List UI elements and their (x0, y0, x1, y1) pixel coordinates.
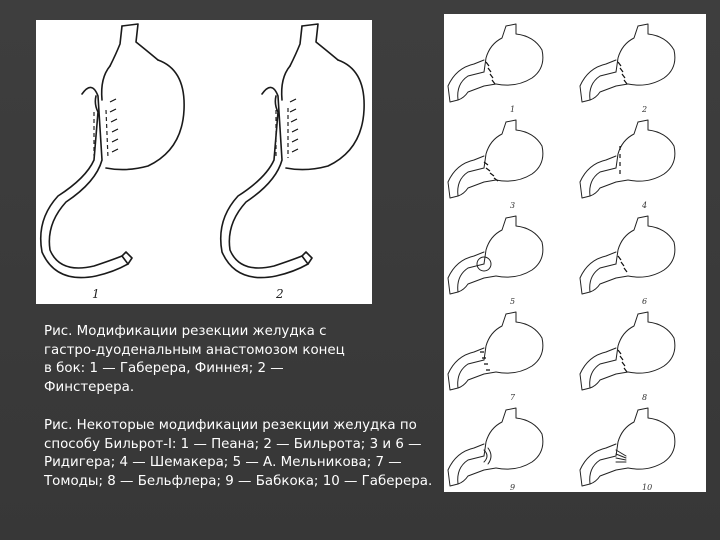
variant-4 (580, 120, 675, 210)
variant-5-label: 5 (510, 297, 516, 306)
caption-first: Рис. Модификации резекции желудка с гастро-дуоденальным анастомозом конец в бок: 1 — Габерера, Финнея; 2 — Финстерера. (44, 324, 345, 395)
variant-8-label: 8 (642, 393, 648, 402)
variant-9-label: 9 (510, 483, 516, 492)
drawing-1 (41, 24, 184, 301)
variant-2-label: 2 (642, 105, 648, 114)
variant-10 (580, 408, 675, 492)
variant-9 (448, 408, 543, 492)
left-figure-drawing (36, 20, 372, 304)
variant-8 (580, 312, 675, 402)
variant-4-label: 4 (642, 201, 648, 210)
drawing-1-label: 1 (92, 287, 100, 301)
variant-1-label: 1 (510, 105, 516, 114)
right-figure-drawing (444, 14, 706, 492)
caption-second: Рис. Некоторые модификации резекции желудка по способу Бильрот-I: 1 — Пеана; 2 — Бильрота; 3 и 6 — Ридигера; 4 — Шемакера; 5 — А. Мельникова; 7 — Томоды; 8 — Бельфлера; 9 — Бабкока; 10 — Габерера. (44, 418, 433, 489)
drawing-2 (221, 24, 364, 301)
variant-7 (448, 312, 543, 402)
variant-3-label: 3 (510, 201, 516, 210)
variant-6-label: 6 (642, 297, 648, 306)
variant-2 (580, 24, 675, 114)
variant-10-label: 10 (642, 483, 653, 492)
variant-5 (448, 216, 543, 306)
variant-1 (448, 24, 543, 114)
left-figure-panel (36, 20, 372, 304)
variant-6 (580, 216, 675, 306)
right-figure-panel (444, 14, 706, 492)
drawing-2-label: 2 (276, 287, 284, 301)
variant-7-label: 7 (510, 393, 516, 402)
variant-3 (448, 120, 543, 210)
